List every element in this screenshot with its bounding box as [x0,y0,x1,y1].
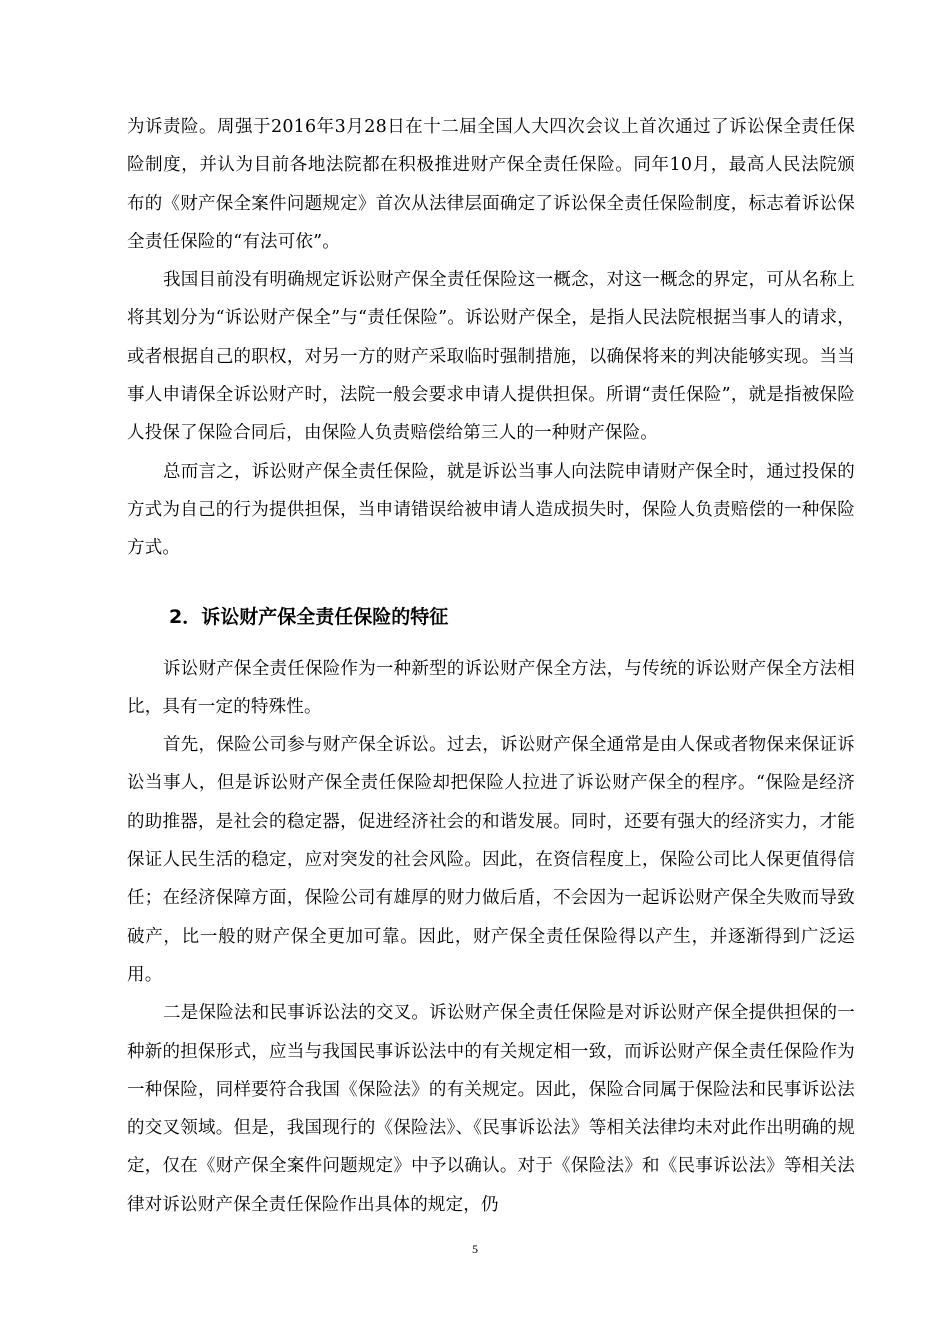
paragraph-summary: 总而言之，诉讼财产保全责任保险，就是诉讼当事人向法院申请财产保全时，通过投保的方式为自己的行为提供担保，当申请错误给被申请人造成损失时，保险人负责赔偿的一种保险方式。 [127,461,855,559]
paragraph-second-feature: 二是保险法和民事诉讼法的交叉。诉讼财产保全责任保险是对诉讼财产保全提供担保的一种新的担保形式，应当与我国民事诉讼法中的有关规定相一致，而诉讼财产保全责任保险作为一种保险，同样要符合我国《保险法》的有关规定。因此，保险合同属于保险法和民事诉讼法的交叉领域。但是，我国现行的《保险法》、《民事诉讼法》等相关法律均未对此作出明确的规定，仅在《财产保全案件问题规定》中予以确认。对于《保险法》和《民事诉讼法》等相关法律对诉讼财产保全责任保险作出具体的规定，仍 [127,1003,855,1215]
section-heading: 2．诉讼财产保全责任保险的特征 [169,605,449,628]
paragraph-intro: 诉讼财产保全责任保险作为一种新型的诉讼财产保全方法，与传统的诉讼财产保全方法相比，具有一定的特殊性。 [127,658,855,717]
paragraph-continuation: 为诉责险。周强于2016年3月28日在十二届全国人大四次会议上首次通过了诉讼保全责任保险制度，并认为目前各地法院都在积极推进财产保全责任保险。同年10月，最高人民法院颁布的《财产保全案件问题规定》首次从法律层面确定了诉讼保全责任保险制度，标志着诉讼保全责任保险的“有法可依”。 [127,117,855,252]
paragraph-concept-definition: 我国目前没有明确规定诉讼财产保全责任保险这一概念，对这一概念的界定，可从名称上将其划分为“诉讼财产保全”与“责任保险”。诉讼财产保全，是指人民法院根据当事人的请求，或者根据自己的职权，对另一方的财产采取临时强制措施，以确保将来的判决能够实现。当当事人申请保全诉讼财产时，法院一般会要求申请人提供担保。所谓“责任保险”，就是指被保险人投保了保险合同后，由保险人负责赔偿给第三人的一种财产保险。 [127,270,855,444]
page-body [127,108,855,1224]
page-number: 5 [472,1242,478,1256]
paragraph-first-feature: 首先，保险公司参与财产保全诉讼。过去，诉讼财产保全通常是由人保或者物保来保证诉讼当事人，但是诉讼财产保全责任保险却把保险人拉进了诉讼财产保全的程序。“保险是经济的助推器，是社会的稳定器，促进经济社会的和谐发展。同时，还要有强大的经济实力，才能保证人民生活的稳定，应对突发的社会风险。因此，在资信程度上，保险公司比人保更值得信任；在经济保障方面，保险公司有雄厚的财力做后盾，不会因为一起诉讼财产保全失败而导致破产，比一般的财产保全更加可靠。因此，财产保全责任保险得以产生，并逐渐得到广泛运用。 [127,735,855,985]
